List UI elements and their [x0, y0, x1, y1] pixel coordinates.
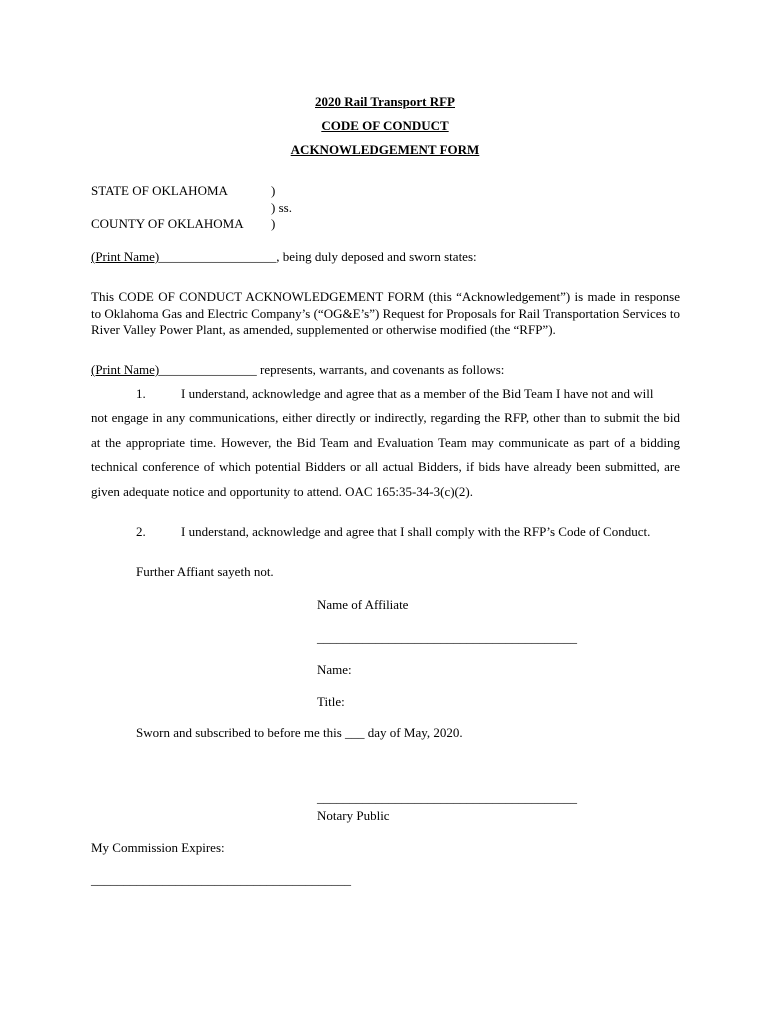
notary-label: Notary Public	[317, 808, 390, 823]
venue-county: COUNTY OF OKLAHOMA	[91, 216, 244, 231]
venue-paren-3: )	[271, 216, 276, 231]
print-name-label-2: (Print Name)	[91, 362, 160, 377]
represents-text: represents, warrants, and covenants as follows:	[256, 362, 505, 377]
venue-state: STATE OF OKLAHOMA	[91, 183, 228, 198]
commission-expires-label: My Commission Expires:	[91, 840, 225, 855]
venue-ss: ) ss.	[271, 200, 292, 215]
item-1-continuation: not engage in any communications, either directly or indirectly, regarding the RFP, other than to submit the bid at the appropriate time. However, the Bid Team and Evaluation Team may communicate as part of a bidding technical conference of which potential Bidders or all actual Bidders, if bids have already been submitted, are given adequate notice and opportunity to attend. OAC 165:35-34-3(c)(2).	[91, 410, 680, 499]
venue-paren-1: )	[271, 183, 276, 198]
form-title-line1: CODE OF CONDUCT	[321, 118, 449, 133]
title-label: Title:	[317, 694, 345, 709]
print-name-blank-2: _______________	[159, 362, 257, 377]
name-label: Name:	[317, 662, 352, 677]
affiliate-signature-line: ________________________________________	[317, 630, 577, 645]
represents-line	[91, 363, 504, 378]
deposed-text: , being duly deposed and sworn states:	[276, 249, 477, 264]
item-1-first-line: I understand, acknowledge and agree that as a member of the Bid Team I have not and will	[181, 386, 654, 401]
further-affiant: Further Affiant sayeth not.	[136, 564, 274, 579]
notary-signature-line: ________________________________________	[317, 790, 577, 805]
print-name-label: (Print Name)	[91, 249, 160, 264]
item-2-text: I understand, acknowledge and agree that I shall comply with the RFP’s Code of Conduct.	[181, 524, 651, 539]
item-1-number: 1.	[136, 386, 146, 401]
form-title-line2: ACKNOWLEDGEMENT FORM	[290, 142, 480, 157]
affiliate-label: Name of Affiliate	[317, 597, 409, 612]
sworn-statement: Sworn and subscribed to before me this ___ day of May, 2020.	[136, 725, 463, 740]
commission-expires-line: ________________________________________	[91, 872, 351, 887]
item-2-number: 2.	[136, 524, 146, 539]
print-name-blank: __________________	[159, 249, 277, 264]
deposed-line	[91, 250, 477, 265]
rfp-title: 2020 Rail Transport RFP	[315, 94, 455, 109]
intro-paragraph: This CODE OF CONDUCT ACKNOWLEDGEMENT FORM (this “Acknowledgement”) is made in response to Oklahoma Gas and Electric Company’s (“OG&E’s”) Request for Proposals for Rail Transportation Services to River Valley Power Plant, as amended, supplemented or otherwise modified (the “RFP”).	[91, 289, 680, 337]
